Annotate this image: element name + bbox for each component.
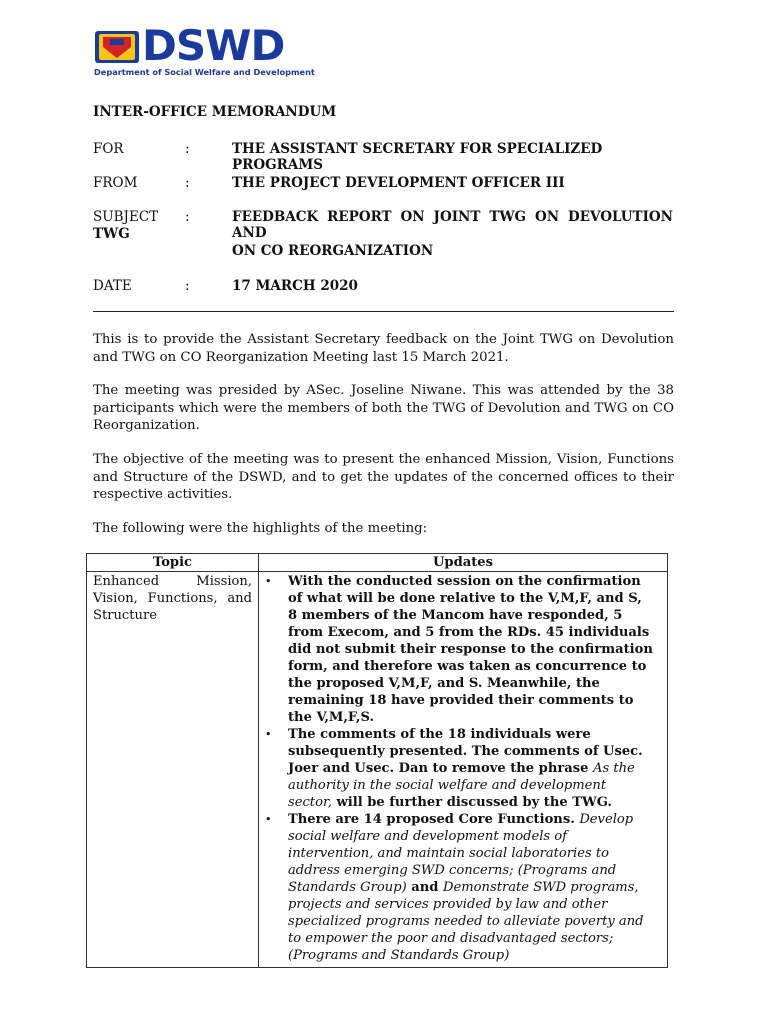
- list-item: [265, 726, 653, 811]
- date-label: DATE: [93, 278, 132, 294]
- table-header-row: [87, 554, 668, 572]
- core-function-text: Develop social welfare and development models of intervention, and maintain social laboratories to address emerging SWD concerns; (Programs and Standards Group): [288, 812, 634, 895]
- core-function-text: Demonstrate SWD programs, projects and services provided by law and other specialized programs needed to alleviate poverty and to empower the poor and disadvantaged sectors; (Programs and Standards Group): [288, 880, 644, 963]
- from-colon: :: [185, 175, 190, 191]
- date-value: 17 MARCH 2020: [232, 278, 358, 294]
- memo-for-row: [93, 141, 674, 173]
- memo-from-row: [93, 175, 674, 193]
- memo-title: INTER-OFFICE MEMORANDUM: [93, 104, 337, 120]
- dswd-emblem-icon: [94, 29, 140, 65]
- for-label: FOR: [93, 141, 124, 157]
- paragraph-intro: This is to provide the Assistant Secretary feedback on the Joint TWG on Devolution and TWG on CO Reorganization Meeting last 15 March 2021.: [93, 332, 674, 365]
- memo-subject-row: [93, 209, 674, 265]
- updates-list: [265, 573, 653, 964]
- memo-date-row: [93, 278, 674, 296]
- subject-label: SUBJECT: [93, 209, 159, 225]
- table-row: [87, 572, 668, 968]
- update-text: will be further discussed by the TWG.: [331, 795, 612, 810]
- subject-value-line-2: ON CO REORGANIZATION: [232, 243, 434, 259]
- date-colon: :: [185, 278, 190, 294]
- bullet-icon: •: [265, 728, 272, 741]
- from-value: THE PROJECT DEVELOPMENT OFFICER III: [232, 175, 565, 191]
- subject-label-continued: TWG: [93, 226, 130, 242]
- subject-colon: :: [185, 209, 190, 225]
- update-text: and: [406, 880, 443, 895]
- header-divider: [93, 311, 674, 312]
- update-text: There are 14 proposed Core Functions.: [288, 812, 580, 827]
- column-header-updates: Updates: [259, 554, 668, 572]
- highlights-table: [86, 553, 668, 968]
- list-item: [265, 573, 653, 726]
- column-header-topic: Topic: [87, 554, 259, 572]
- paragraph-attendance: The meeting was presided by ASec. Joseline Niwane. This was attended by the 38 participants which were the members of both the TWG of Devolution and TWG on CO Reorganization.: [93, 383, 674, 433]
- paragraph-objective: The objective of the meeting was to present the enhanced Mission, Vision, Functions and Structure of the DSWD, and to get the updates of the concerned offices to their respective activities.: [93, 452, 674, 502]
- bullet-icon: •: [265, 813, 272, 826]
- for-colon: :: [185, 141, 190, 157]
- list-item: [265, 811, 653, 964]
- from-label: FROM: [93, 175, 138, 191]
- bullet-icon: •: [265, 575, 272, 588]
- logo-subtitle: Department of Social Welfare and Development: [94, 67, 315, 77]
- logo-wordmark: DSWD: [142, 21, 285, 70]
- update-text: With the conducted session on the confirmation of what will be done relative to the V,M,F, and S, 8 members of the Mancom have responded, 5 from Execom, and 5 from the RDs. 45 individuals did not submit their response to the confirmation form, and therefore was taken as concurrence to the proposed V,M,F, and S. Meanwhile, the remaining 18 have provided their comments to the V,M,F,S.: [288, 574, 653, 725]
- updates-cell: [259, 572, 668, 968]
- for-value: THE ASSISTANT SECRETARY FOR SPECIALIZED PROGRAMS: [232, 141, 603, 173]
- subject-value-line-1: FEEDBACK REPORT ON JOINT TWG ON DEVOLUTION AND: [232, 209, 673, 241]
- topic-cell: Enhanced Mission, Vision, Functions, and Structure: [87, 572, 259, 968]
- update-quoted-phrase: As the authority in the social welfare and development sector,: [288, 761, 635, 810]
- update-text: The comments of the 18 individuals were subsequently presented. The comments of Usec. Joer and Usec. Dan to remove the phrase: [288, 727, 643, 776]
- paragraph-highlights-intro: The following were the highlights of the meeting:: [93, 521, 428, 536]
- dswd-logo: [94, 21, 315, 79]
